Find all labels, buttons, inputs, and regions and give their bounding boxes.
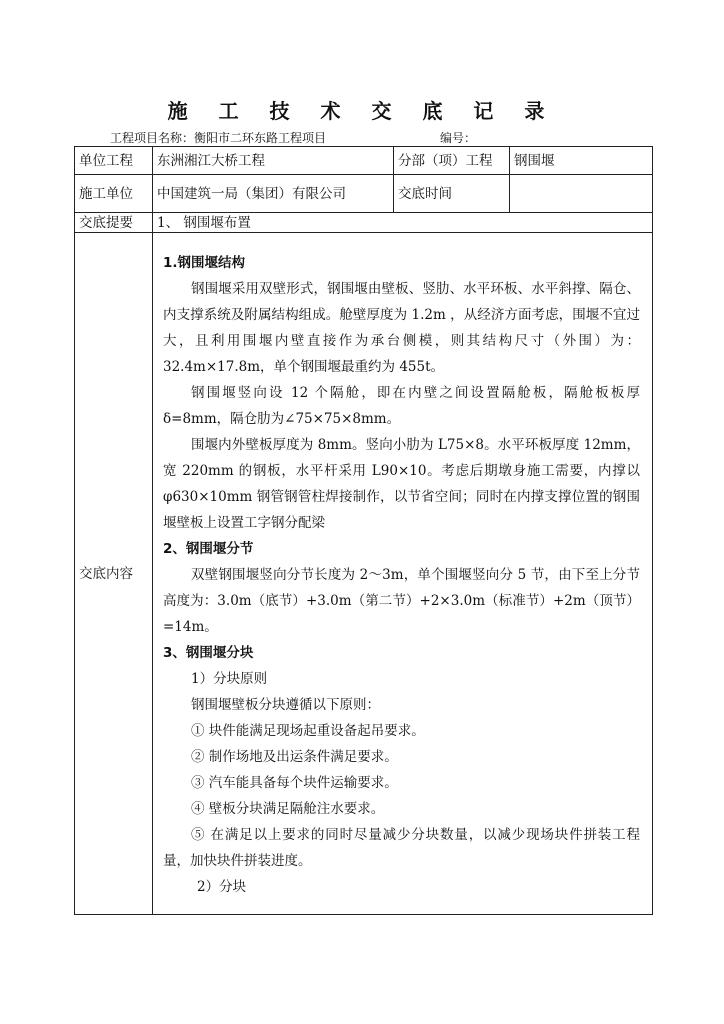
- division-label: 分部（项）工程: [394, 147, 510, 175]
- content-label: 交底内容: [75, 233, 153, 915]
- date-label: 交底时间: [394, 175, 510, 213]
- list-item: ① 块件能满足现场起重设备起吊要求。: [191, 722, 425, 739]
- sub-heading: 2）分块: [197, 878, 247, 895]
- content-body: [157, 248, 648, 900]
- summary-value: 1、 钢围堰布置: [153, 213, 653, 233]
- list-item: ④ 壁板分块满足隔舱注水要求。: [191, 800, 385, 817]
- unit-value: 东洲湘江大桥工程: [153, 147, 394, 175]
- division-value: 钢围堰: [510, 147, 653, 175]
- section-heading: 1.钢围堰结构: [163, 254, 246, 271]
- paragraph: 双壁钢围堰竖向分节长度为 2～3m，单个围堰竖向分 5 节，由下至上分节高度为：3.0m（底节）+3.0m（第二节）+2×3.0m（标准节）+2m（顶节）=14m。: [163, 566, 640, 635]
- constructor-value: 中国建筑一局（集团）有限公司: [153, 175, 394, 213]
- unit-label: 单位工程: [75, 147, 153, 175]
- project-name: 工程项目名称：衡阳市二环东路工程项目: [110, 131, 327, 145]
- record-table: [74, 146, 653, 915]
- list-item: ② 制作场地及出运条件满足要求。: [191, 748, 398, 765]
- sub-heading: 1）分块原则: [191, 670, 268, 687]
- document-title: 施 工 技 术 交 底 记 录: [167, 99, 557, 123]
- date-value: [510, 175, 653, 213]
- paragraph: 钢围堰竖向设 12 个隔舱，即在内壁之间设置隔舱板，隔舱板板厚 δ=8mm，隔仓肋为∠75×75×8mm。: [163, 384, 640, 427]
- summary-label: 交底提要: [75, 213, 153, 233]
- list-item: ⑤ 在满足以上要求的同时尽量减少分块数量，以减少现场块件拼装工程量，加快块件拼装进度。: [163, 826, 640, 869]
- paragraph: 围堰内外壁板厚度为 8mm。竖向小肋为 L75×8。水平环板厚度 12mm，宽 220mm 的钢板，水平杆采用 L90×10。考虑后期墩身施工需要，内撑以 φ630×10mm 钢管钢管柱焊接制作，以节省空间；同时在内撑支撑位置的钢围堰壁板上设置工字钢分配梁: [163, 436, 640, 531]
- section-heading: 2、钢围堰分节: [163, 540, 254, 557]
- constructor-label: 施工单位: [75, 175, 153, 213]
- content-cell: [153, 233, 653, 915]
- paragraph: 钢围堰壁板分块遵循以下原则：: [191, 696, 380, 713]
- record-number-label: 编号：: [440, 131, 477, 145]
- paragraph: 钢围堰采用双壁形式，钢围堰由壁板、竖肋、水平环板、水平斜撑、隔仓、内支撑系统及附属结构组成。舱壁厚度为 1.2m ，从经济方面考虑，围堰不宜过大，且利用围堰内壁直接作为承台侧模，则其结构尺寸（外围）为：32.4m×17.8m，单个钢围堰最重约为 455t。: [163, 280, 640, 375]
- list-item: ③ 汽车能具备每个块件运输要求。: [191, 774, 398, 791]
- section-heading: 3、钢围堰分块: [163, 644, 254, 661]
